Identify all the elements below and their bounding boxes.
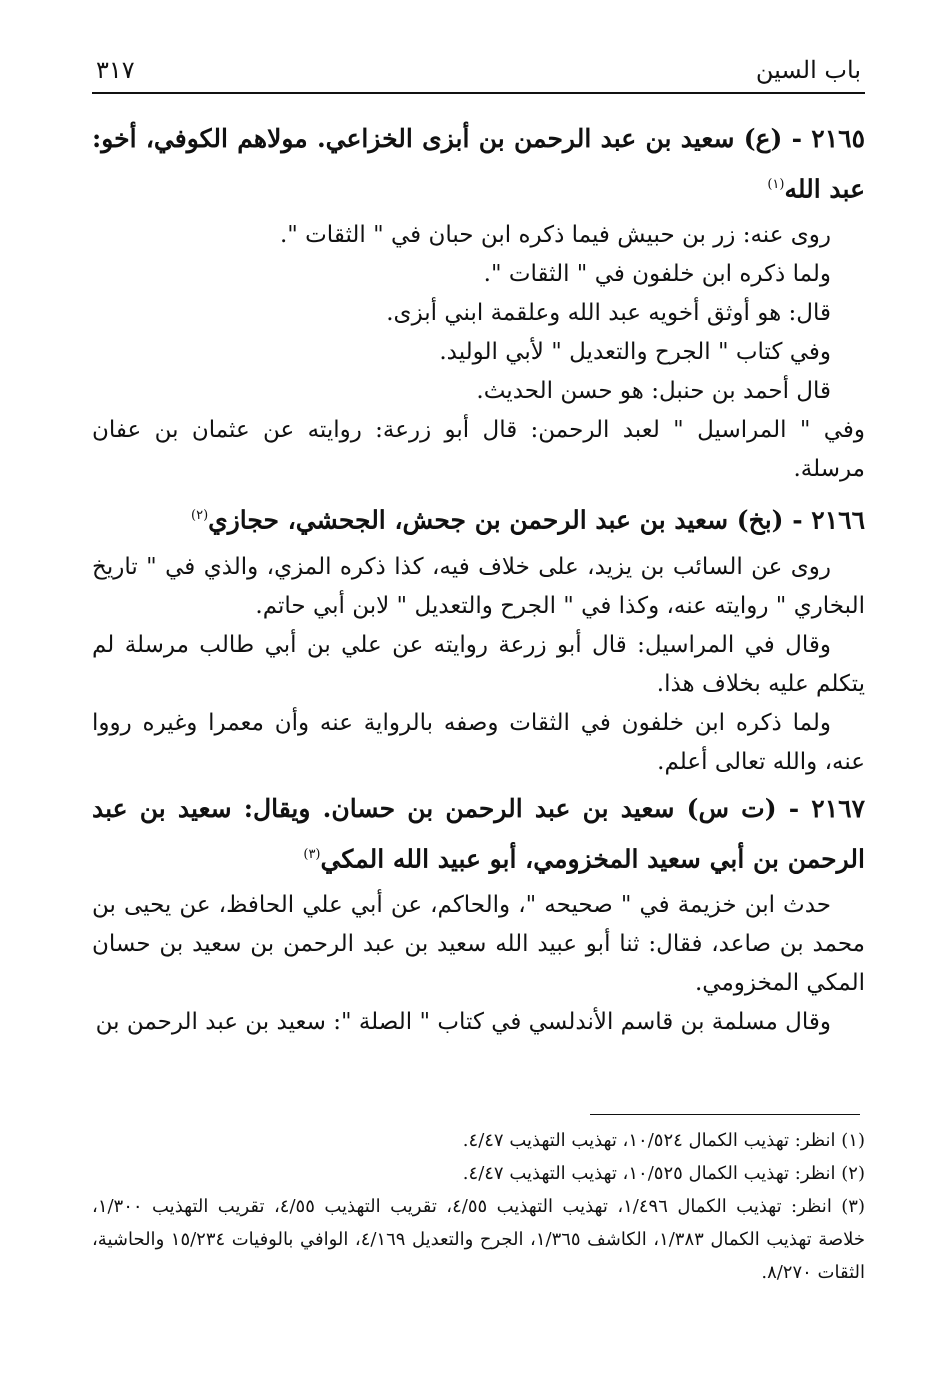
paragraph: ولما ذكره ابن خلفون في الثقات وصفه بالرواية عنه وأن معمرا وغيره رووا عنه، والله تعالى أعلم. [92,709,865,775]
paragraph: وفي كتاب " الجرح والتعديل " لأبي الوليد. [439,339,831,366]
footnote: (٢) انظر: تهذيب الكمال ١٠/٥٢٥، تهذيب التهذيب ٤/٤٧. [462,1163,865,1184]
running-title: باب السين [755,56,861,84]
page-number: ٣١٧ [96,56,135,84]
paragraph: قال أحمد بن حنبل: هو حسن الحديث. [476,378,831,405]
entry-2165 [92,116,865,489]
running-header [92,52,865,94]
footnote-reference: (٣) [303,846,321,862]
paragraph: وفي " المراسيل " لعبد الرحمن: قال أبو زرعة: روايته عن عثمان بن عفان مرسلة. [92,417,865,483]
paragraph: ولما ذكره ابن خلفون في " الثقات ". [483,261,831,288]
entry-heading: ٢١٦٦ - (بخ) سعيد بن عبد الرحمن بن جحش، الجحشي، حجازي$^{(٢)}$ [191,505,865,535]
footnote-separator [590,1114,860,1115]
entry-2167 [92,786,865,1042]
paragraph: وقال في المراسيل: قال أبو زرعة روايته عن علي بن أبي طالب مرسلة لم يتكلم عليه بخلاف هذا. [92,631,865,697]
paragraph: حدث ابن خزيمة في " صحيحه "، والحاكم، عن أبي علي الحافظ، عن يحيى بن محمد بن صاعد، فقال: ثنا أبو عبيد الله سعيد بن عبد الرحمن بن سعيد بن حسان المكي المخزومي. [92,891,865,996]
entry-2166 [92,493,865,781]
footnotes [92,1124,865,1289]
paragraph: قال: هو أوثق أخويه عبد الله وعلقمة ابني أبزى. [386,300,831,327]
paragraph: وقال مسلمة بن قاسم الأندلسي في كتاب " الصلة ": سعيد بن عبد الرحمن بن [95,1008,831,1035]
paragraph: روى عن السائب بن يزيد، على خلاف فيه، كذا ذكره المزي، والذي في " تاريخ البخاري " روايته عنه، وكذا في " الجرح والتعديل " لابن أبي حاتم. [92,553,865,619]
entry-heading: ٢١٦٧ - (ت س) سعيد بن عبد الرحمن بن حسان. ويقال: سعيد بن عبد الرحمن بن أبي سعيد المخزومي، أبو عبيد الله المكي$^{(٣)}$ [92,793,865,873]
footnote: (٣) انظر: تهذيب الكمال ١/٤٩٦، تهذيب التهذيب ٤/٥٥، تقريب التهذيب ٤/٥٥، تقريب التهذيب ١/٣٠٠، خلاصة تهذيب الكمال ١/٣٨٣، الكاشف ١/٣٦٥، الجرح والتعديل ٤/١٦٩، الوافي بالوفيات ١٥/٢٣٤ والحاشية، الثقات ٨/٢٧٠. [92,1196,865,1283]
main-text [92,112,865,1042]
entry-heading: ٢١٦٥ - (ع) سعيد بن عبد الرحمن بن أبزى الخزاعي. مولاهم الكوفي، أخو: عبد الله$^{(١)}$ [92,124,865,204]
footnote: (١) انظر: تهذيب الكمال ١٠/٥٢٤، تهذيب التهذيب ٤/٤٧. [462,1130,865,1151]
paragraph: روى عنه: زر بن حبيش فيما ذكره ابن حبان في " الثقات ". [279,222,831,249]
footnote-reference: (٢) [191,508,209,524]
footnote-reference: (١) [767,177,785,192]
